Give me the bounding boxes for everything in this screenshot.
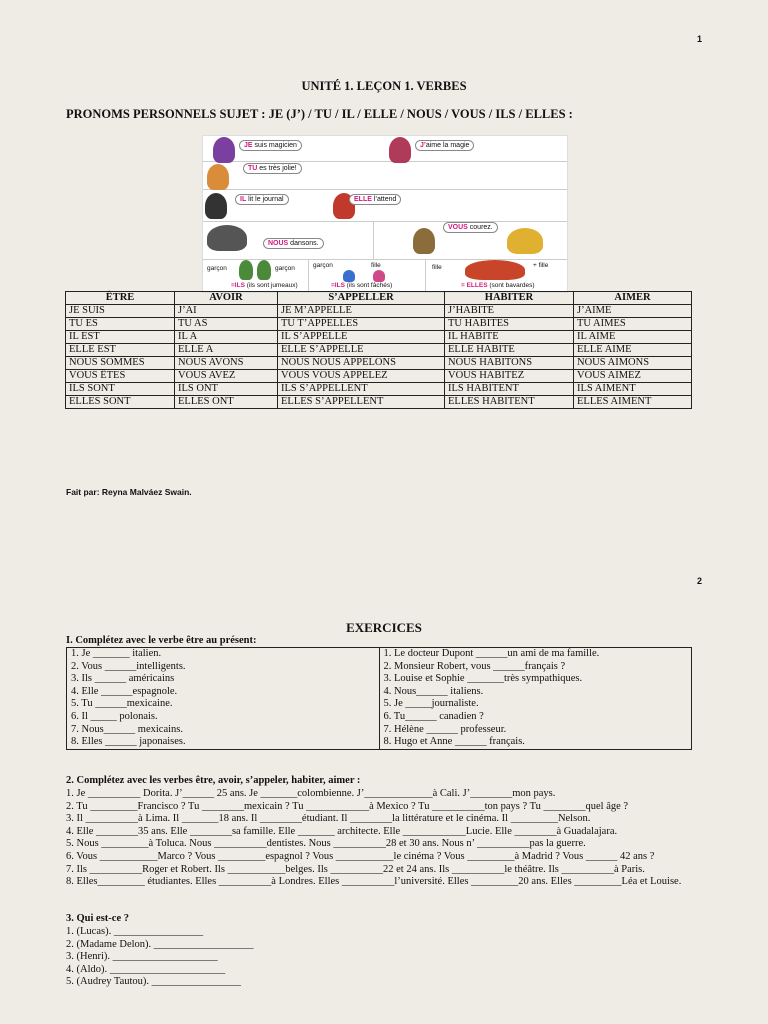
exercise-item: 1. (Lucas). _________________: [66, 926, 204, 937]
exercise-item: 5. (Audrey Tautou). _________________: [66, 976, 241, 988]
table-cell: NOUS SOMMES: [66, 357, 175, 370]
table-header-row: [66, 292, 692, 305]
table-cell: TU AIMES: [574, 318, 692, 331]
table-cell: TU AS: [175, 318, 278, 331]
table-cell: J’AIME: [574, 305, 692, 318]
table-cell: TU HABITES: [445, 318, 574, 331]
magician-figure: [213, 137, 235, 163]
table-cell: ILS S’APPELLENT: [278, 383, 445, 396]
exercise-item: 8. Elles_________ étudiantes. Elles __________à Londres. Elles __________l’université. Elles _________20 ans. Elles _________Léa et Louise.: [66, 876, 682, 888]
exercise-item: 3. (Henri). ____________________: [66, 951, 218, 963]
couple-figure: [207, 164, 229, 190]
table-cell: ELLE HABITE: [445, 344, 574, 357]
table-row: [66, 331, 692, 344]
page-title: UNITÉ 1. LEÇON 1. VERBES: [301, 79, 467, 93]
exercise-item: 2. Vous ______intelligents.: [71, 660, 186, 672]
g1-label-b: garçon: [275, 265, 295, 272]
table-row: [66, 344, 692, 357]
girl-icon: [373, 270, 385, 282]
exercise-item: 7. Ils __________Roger et Robert. Ils ___________belges. Ils __________22 et 24 ans. Ils __________le théâtre. Ils __________à Paris.: [66, 863, 645, 875]
tu-bubble: TU es très jolie!: [243, 163, 302, 174]
column-header: AIMER: [574, 292, 692, 305]
exercise-item: 4. Elle ________35 ans. Elle ________sa famille. Elle _______ architecte. Elle ____________Lucie. Elle ________à Guadalajara.: [66, 825, 618, 837]
table-cell: ILS ONT: [175, 383, 278, 396]
reader-figure: [205, 193, 227, 219]
exercise-item: 5. Nous _________à Toluca. Nous __________dentistes. Nous __________28 et 30 ans. Nous n’ __________pas la guerre.: [66, 838, 586, 850]
exercise-item: 5. Tu ______mexicaine.: [71, 698, 173, 710]
table-cell: ELLES AIMENT: [574, 396, 692, 409]
elle-bubble: ELLE l’attend: [349, 194, 401, 205]
exercise-item: 5. Je _____journaliste.: [383, 698, 479, 710]
table-cell: IL HABITE: [445, 331, 574, 344]
exercise-3-heading: 3. Qui est-ce ?: [66, 913, 129, 924]
table-cell: VOUS ÊTES: [66, 370, 175, 383]
pronouns-illustration: [202, 135, 568, 293]
table-cell: NOUS NOUS APPELONS: [278, 357, 445, 370]
exercise-1-table: [66, 647, 692, 750]
page-number-1: 1: [697, 34, 703, 44]
table-row: [66, 370, 692, 383]
column-header: S’APPELLER: [278, 292, 445, 305]
nous-bubble: NOUS dansons.: [263, 238, 324, 249]
table-cell: ELLE S’APPELLE: [278, 344, 445, 357]
author-credit: Fait par: Reyna Malváez Swain.: [66, 487, 192, 497]
table-cell: ELLE AIME: [574, 344, 692, 357]
exercise-item: 7. Hélène ______ professeur.: [383, 723, 507, 735]
exercise-item: 4. Nous______ italiens.: [383, 685, 484, 697]
il-bubble: IL lit le journal: [235, 194, 289, 205]
exercise-2-lines: [66, 788, 696, 889]
table-cell: ELLES SONT: [66, 396, 175, 409]
column-header: HABITER: [445, 292, 574, 305]
exercise-item: 4. Elle ______espagnole.: [71, 685, 178, 697]
table-cell: TU ES: [66, 318, 175, 331]
exercise-item: 3. Louise et Sophie _______très sympathiques.: [383, 673, 583, 685]
table-cell: IL A: [175, 331, 278, 344]
table-cell: JE SUIS: [66, 305, 175, 318]
exercise-item: 4. (Aldo). ______________________: [66, 963, 226, 975]
g3-label-b: + fille: [533, 262, 549, 269]
pronouns-heading: PRONOMS PERSONNELS SUJET : JE (J’) / TU / IL / ELLE / NOUS / VOUS / ILS / ELLES :: [66, 107, 573, 121]
girl-figure: [389, 137, 411, 163]
column-header: AVOIR: [175, 292, 278, 305]
table-cell: ILS SONT: [66, 383, 175, 396]
exercise-item: 8. Elles ______ japonaises.: [71, 736, 186, 748]
boy-icon: [343, 270, 355, 282]
twin-boy-icon: [239, 260, 253, 280]
exercise-item: 1. Je _______ italien.: [71, 648, 162, 659]
column-header: ÊTRE: [66, 292, 175, 305]
table-cell: TU T’APPELLES: [278, 318, 445, 331]
exercise-item: 2. (Madame Delon). ___________________: [66, 938, 254, 950]
je-bubble: JE suis magicien: [239, 140, 302, 151]
table-row: [66, 305, 692, 318]
table-row: [66, 383, 692, 396]
table-cell: IL S’APPELLE: [278, 331, 445, 344]
g1-label-a: garçon: [207, 265, 227, 272]
table-cell: ELLES ONT: [175, 396, 278, 409]
exercise-item: 8. Hugo et Anne ______ français.: [383, 736, 525, 748]
exercise-item: 3. Il __________à Lima. Il _______18 ans. Il ________étudiant. Il ________la littérature et le cinéma. Il _________Nelson.: [66, 813, 591, 825]
table-row: [66, 357, 692, 370]
exercises-title: EXERCICES: [346, 620, 422, 635]
table-cell: VOUS VOUS APPELEZ: [278, 370, 445, 383]
exercise-1-left-column: [67, 648, 380, 750]
exercise-3-lines: [66, 926, 696, 989]
g2-result: =ILS (ils sont fâchés): [331, 282, 393, 289]
exercise-item: 7. Nous______ mexicains.: [71, 723, 183, 735]
table-cell: J’AI: [175, 305, 278, 318]
table-cell: NOUS AIMONS: [574, 357, 692, 370]
table-cell: ILS HABITENT: [445, 383, 574, 396]
exercise-2-heading: 2. Complétez avec les verbes être, avoir, s’appeler, habiter, aimer :: [66, 775, 361, 786]
table-cell: VOUS HABITEZ: [445, 370, 574, 383]
vous-bubble: VOUS courez.: [443, 222, 498, 233]
exercise-item: 2. Tu _________Francisco ? Tu ________mexicain ? Tu ____________à Mexico ? Tu __________ton pays ? Tu ________quel âge ?: [66, 800, 629, 812]
chatting-girls-figure: [465, 260, 525, 280]
exercise-item: 6. Il _____ polonais.: [71, 710, 158, 722]
table-cell: IL AIME: [574, 331, 692, 344]
exercise-1-right-column: [379, 648, 692, 750]
conjugation-table: [65, 291, 692, 409]
table-cell: ELLE A: [175, 344, 278, 357]
g3-result: = ELLES (sont bavardes): [461, 282, 535, 289]
j-bubble: J’aime la magie: [415, 140, 474, 151]
table-body: [66, 305, 692, 409]
dancers-figure: [207, 225, 247, 251]
exercise-1-heading: I. Complétez avec le verbe être au présent:: [66, 635, 257, 646]
table-row: [66, 318, 692, 331]
g2-label-a: garçon: [313, 262, 333, 269]
table-cell: NOUS AVONS: [175, 357, 278, 370]
table-cell: IL EST: [66, 331, 175, 344]
exercise-item: 1. Je __________ Dorita. J’______ 25 ans. Je _______colombienne. J’_____________à Cali. J’________mon pays.: [66, 788, 556, 799]
table-cell: ELLE EST: [66, 344, 175, 357]
exercise-item: 6. Vous ___________Marco ? Vous _________espagnol ? Vous ___________le cinéma ? Vous _________à Madrid ? Vous ______ 42 ans ?: [66, 850, 655, 862]
table-cell: ELLES HABITENT: [445, 396, 574, 409]
exercise-item: 2. Monsieur Robert, vous ______français ?: [383, 660, 566, 672]
table-cell: J’HABITE: [445, 305, 574, 318]
table-cell: VOUS AVEZ: [175, 370, 278, 383]
table-row: [66, 396, 692, 409]
exercise-item: 1. Le docteur Dupont ______un ami de ma famille.: [383, 648, 600, 659]
exercise-item: 3. Ils ______ américains: [71, 673, 175, 685]
runner-figure: [413, 228, 435, 254]
table-cell: VOUS AIMEZ: [574, 370, 692, 383]
page-number-2: 2: [697, 576, 703, 586]
exercise-item: 6. Tu______ canadien ?: [383, 710, 484, 722]
g1-result: =ILS (ils sont jumeaux): [231, 282, 298, 289]
table-cell: NOUS HABITONS: [445, 357, 574, 370]
table-cell: ELLES S’APPELLENT: [278, 396, 445, 409]
twin-boy-icon: [257, 260, 271, 280]
g3-label-a: fille: [432, 264, 442, 271]
table-cell: JE M’APPELLE: [278, 305, 445, 318]
g2-label-b: fille: [371, 262, 381, 269]
table-cell: ILS AIMENT: [574, 383, 692, 396]
runners-figure: [507, 228, 543, 254]
